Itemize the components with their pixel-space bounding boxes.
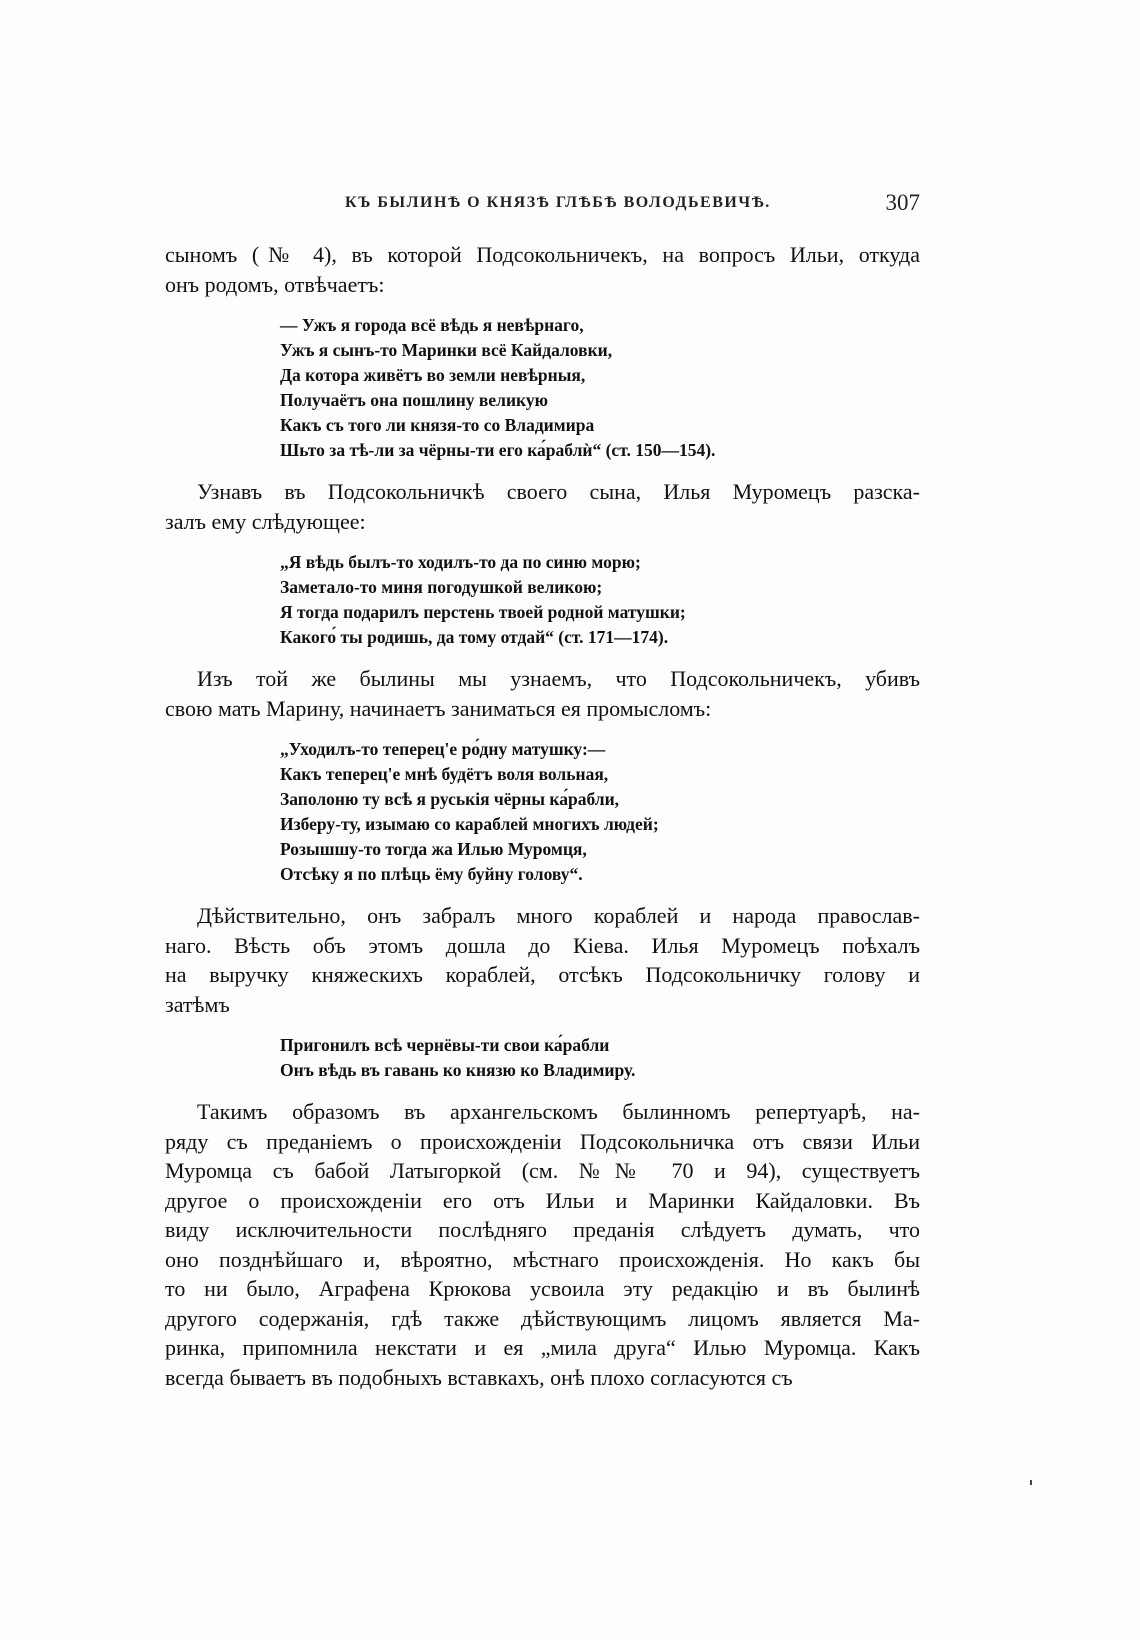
prose-line: всегда бываетъ въ подобныхъ вставкахъ, онѣ плохо согласуются съ (165, 1364, 793, 1390)
verse-line: Получаётъ она пошлину великую (280, 390, 549, 410)
prose-line: виду исключительности послѣдняго преданія слѣдуетъ думать, что (165, 1217, 920, 1242)
verse-line: Розышшу-то тогда жа Илью Муромця, (280, 839, 587, 859)
prose-line: то ни было, Аграфена Крюкова усвоила эту редакцію и въ былинѣ (165, 1276, 920, 1301)
prose-line: на выручку княжескихъ кораблей, отсѣкъ Подсокольничку голову и (165, 962, 920, 987)
prose-line: другого содержанія, гдѣ также дѣйствующимъ лицомъ является Ма- (165, 1305, 920, 1331)
verse-line: Заметало-то миня погодушкой великою; (280, 577, 603, 597)
running-head (165, 190, 920, 220)
verse-line: „Я вѣдь былъ-то ходилъ-то да по синю морю; (280, 552, 641, 572)
prose-paragraph (165, 1097, 920, 1392)
verse-line: Ужъ я сынъ-то Маринки всё Кайдаловки, (280, 340, 613, 360)
verse-line: Да котора живётъ во земли невѣрныя, (280, 365, 586, 385)
prose-line: залъ ему слѣдующее: (165, 508, 366, 534)
verse-line: Отсѣку я по плѣць ёму буйну голову“. (280, 864, 583, 884)
prose-line: другое о происхожденіи его отъ Ильи и Маринки Кайдаловки. Въ (165, 1187, 920, 1213)
verse-line: Я тогда подарилъ перстень твоей родной матушки; (280, 602, 686, 622)
prose-line: Изъ той же былины мы узнаемъ, что Подсокольничекъ, убивъ (197, 666, 920, 691)
verse-quotation (280, 313, 920, 463)
verse-quotation (280, 550, 920, 650)
verse-line: Заполоню ту всѣ я руськія чёрны ка́рабли, (280, 789, 620, 809)
verse-line: — Ужъ я города всё вѣдь я невѣрнаго, (280, 315, 584, 335)
verse-line: Какъ теперец'е мнѣ будётъ воля вольная, (280, 764, 609, 784)
running-title: КЪ БЫЛИНѢ О КНЯЗѢ ГЛѢБѢ ВОЛОДЬЕВИЧѢ. (345, 194, 771, 211)
verse-quotation (280, 737, 920, 887)
prose-line: ринка, припомнила некстати и ея „мила друга“ Илью Муромца. Какъ (165, 1335, 920, 1360)
prose-line: Такимъ образомъ въ архангельскомъ былинномъ репертуарѣ, на- (197, 1099, 920, 1124)
prose-line: онъ родомъ, отвѣчаетъ: (165, 271, 385, 297)
page-number: 307 (885, 190, 920, 215)
verse-line: Какъ съ того ли князя-то со Владимира (280, 415, 595, 435)
scan-speck (1030, 1480, 1032, 1485)
prose-line: Муромца съ бабой Латыгоркой (см. №№ 70 и 94), существуетъ (165, 1158, 920, 1183)
prose-paragraph (165, 901, 920, 1019)
prose-line: оно позднѣйшаго и, вѣроятно, мѣстнаго происхожденія. Но какъ бы (165, 1246, 920, 1272)
prose-paragraph (165, 240, 920, 299)
verse-line: Онъ вѣдь въ гавань ко князю ко Владимиру. (280, 1060, 636, 1080)
verse-line: „Уходилъ-то теперец'е ро́дну матушку:— (280, 739, 606, 759)
verse-line: Какого́ ты родишь, да тому отдай“ (ст. 171—174). (280, 627, 669, 647)
prose-line: свою мать Марину, начинаетъ заниматься ея промысломъ: (165, 695, 712, 721)
prose-line: затѣмъ (165, 991, 230, 1017)
prose-paragraph (165, 477, 920, 536)
page-body (165, 240, 920, 1392)
prose-line: сыномъ (№ 4), въ которой Подсокольничекъ, на вопросъ Ильи, откуда (165, 242, 920, 267)
prose-line: Узнавъ въ Подсокольничкѣ своего сына, Илья Муромецъ разска- (197, 479, 920, 504)
prose-line: наго. Вѣсть объ этомъ дошла до Кіева. Илья Муромецъ поѣхалъ (165, 932, 920, 958)
prose-line: Дѣйствительно, онъ забралъ много кораблей и народа православ- (197, 903, 920, 928)
prose-line: ряду съ преданіемъ о происхожденіи Подсокольничка отъ связи Ильи (165, 1128, 920, 1154)
verse-line: Изберу-ту, изымаю со караблей многихъ людей; (280, 814, 659, 834)
verse-line: Шьто за тѣ-ли за чёрны-ти его ка́раблѝ“ (ст. 150—154). (280, 440, 716, 460)
prose-paragraph (165, 664, 920, 723)
verse-quotation (280, 1033, 920, 1083)
verse-line: Пригонилъ всѣ чернёвы-ти свои ка́рабли (280, 1035, 610, 1055)
